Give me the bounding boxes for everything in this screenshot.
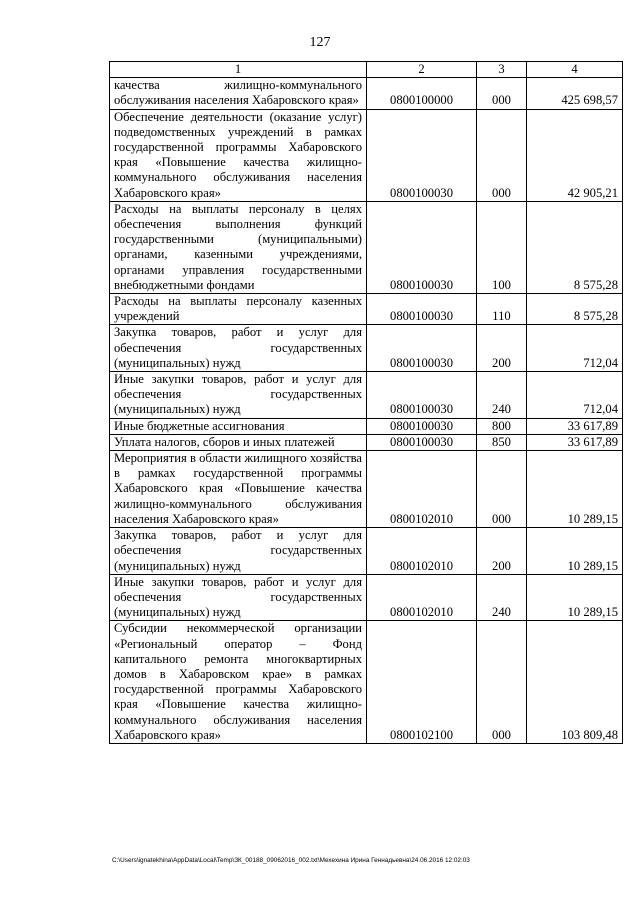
- header-cell-2: 2: [367, 62, 477, 78]
- table-row: [110, 621, 623, 744]
- table-row: [110, 78, 623, 109]
- row-amount-cell: 10 289,15: [527, 451, 623, 528]
- row-type-cell: 000: [477, 621, 527, 744]
- row-amount-cell: 10 289,15: [527, 574, 623, 621]
- row-name-cell: Иные бюджетные ассигнования: [110, 418, 367, 434]
- row-type-cell: 200: [477, 325, 527, 372]
- table-row: [110, 528, 623, 575]
- row-type-cell: 100: [477, 201, 527, 293]
- row-code-cell: 0800100030: [367, 372, 477, 419]
- row-type-cell: 800: [477, 418, 527, 434]
- row-name-cell: Иные закупки товаров, работ и услуг для обеспечения государственных (муниципальных) нужд: [110, 574, 367, 621]
- row-amount-cell: 10 289,15: [527, 528, 623, 575]
- row-type-cell: 240: [477, 574, 527, 621]
- table-row: [110, 574, 623, 621]
- footer-file-path: C:\Users\ignatekhina\AppData\Local\Temp\ЗК_00188_09062016_002.txt\Мехехина Ирина Геннадьевна\24.06.2016 12:02:03: [112, 857, 470, 864]
- row-name-cell: Иные закупки товаров, работ и услуг для обеспечения государственных (муниципальных) нужд: [110, 372, 367, 419]
- row-type-cell: 850: [477, 434, 527, 450]
- row-code-cell: 0800102010: [367, 528, 477, 575]
- table-row: [110, 109, 623, 201]
- row-code-cell: 0800100000: [367, 78, 477, 109]
- table-row: [110, 451, 623, 528]
- row-name-cell: Расходы на выплаты персоналу казенных учреждений: [110, 294, 367, 325]
- header-cell-4: 4: [527, 62, 623, 78]
- row-code-cell: 0800100030: [367, 109, 477, 201]
- row-amount-cell: 33 617,89: [527, 418, 623, 434]
- table-row: [110, 418, 623, 434]
- row-name-cell: Расходы на выплаты персоналу в целях обеспечения выполнения функций государственными (муниципальными) органами, казенными учреждениями, органами управления государственными внебюджетными фондами: [110, 201, 367, 293]
- row-name-cell: Обеспечение деятельности (оказание услуг) подведомственных учреждений в рамках государственной программы Хабаровского края «Повышение качества жилищно-коммунального обслуживания населения Хабаровского края»: [110, 109, 367, 201]
- table-row: [110, 201, 623, 293]
- table-row: [110, 325, 623, 372]
- row-code-cell: 0800100030: [367, 325, 477, 372]
- row-amount-cell: 712,04: [527, 372, 623, 419]
- row-code-cell: 0800100030: [367, 418, 477, 434]
- row-code-cell: 0800102010: [367, 574, 477, 621]
- budget-table: [109, 61, 623, 744]
- row-type-cell: 110: [477, 294, 527, 325]
- header-cell-1: 1: [110, 62, 367, 78]
- row-name-cell: Закупка товаров, работ и услуг для обеспечения государственных (муниципальных) нужд: [110, 325, 367, 372]
- table-row: [110, 434, 623, 450]
- row-code-cell: 0800102100: [367, 621, 477, 744]
- row-amount-cell: 712,04: [527, 325, 623, 372]
- row-type-cell: 240: [477, 372, 527, 419]
- row-name-cell: Закупка товаров, работ и услуг для обеспечения государственных (муниципальных) нужд: [110, 528, 367, 575]
- row-amount-cell: 8 575,28: [527, 294, 623, 325]
- row-amount-cell: 42 905,21: [527, 109, 623, 201]
- header-cell-3: 3: [477, 62, 527, 78]
- row-type-cell: 000: [477, 109, 527, 201]
- row-code-cell: 0800100030: [367, 294, 477, 325]
- row-name-cell: Мероприятия в области жилищного хозяйства в рамках государственной программы Хабаровского края «Повышение качества жилищно-коммунального обслуживания населения Хабаровского края»: [110, 451, 367, 528]
- row-type-cell: 000: [477, 451, 527, 528]
- row-amount-cell: 33 617,89: [527, 434, 623, 450]
- row-name-cell: качества жилищно-коммунального обслуживания населения Хабаровского края»: [110, 78, 367, 109]
- row-type-cell: 200: [477, 528, 527, 575]
- table-row: [110, 294, 623, 325]
- row-name-cell: Уплата налогов, сборов и иных платежей: [110, 434, 367, 450]
- row-type-cell: 000: [477, 78, 527, 109]
- row-code-cell: 0800102010: [367, 451, 477, 528]
- row-code-cell: 0800100030: [367, 201, 477, 293]
- row-name-cell: Субсидии некоммерческой организации «Региональный оператор – Фонд капитального ремонта многоквартирных домов в Хабаровском крае» в рамках государственной программы Хабаровского края «Повышение качества жилищно-коммунального обслуживания населения Хабаровского края»: [110, 621, 367, 744]
- row-amount-cell: 103 809,48: [527, 621, 623, 744]
- table-header-row: [110, 62, 623, 78]
- page-number: 127: [309, 35, 331, 50]
- row-amount-cell: 8 575,28: [527, 201, 623, 293]
- table-row: [110, 372, 623, 419]
- table-body: [110, 62, 623, 744]
- row-code-cell: 0800100030: [367, 434, 477, 450]
- row-amount-cell: 425 698,57: [527, 78, 623, 109]
